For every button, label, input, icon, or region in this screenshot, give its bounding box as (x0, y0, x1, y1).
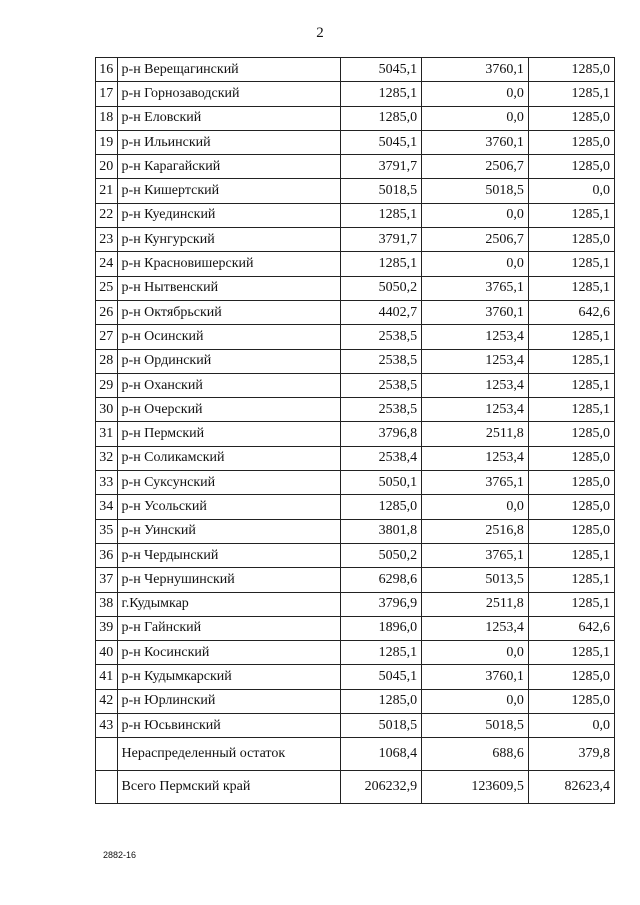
row-number: 31 (96, 422, 118, 446)
district-name: р-н Нытвенский (117, 276, 341, 300)
value-col2: 0,0 (422, 106, 529, 130)
value-col2: 0,0 (422, 495, 529, 519)
value-col3: 1285,1 (528, 373, 614, 397)
table-row (96, 203, 615, 227)
value-col2: 1253,4 (422, 616, 529, 640)
table-row (96, 276, 615, 300)
row-number: 26 (96, 300, 118, 324)
value-total: 5018,5 (341, 714, 422, 738)
value-col3: 1285,1 (528, 276, 614, 300)
value-col2: 3760,1 (422, 130, 529, 154)
row-number: 17 (96, 82, 118, 106)
value-total: 3801,8 (341, 519, 422, 543)
row-number: 18 (96, 106, 118, 130)
value-col3: 82623,4 (528, 771, 614, 804)
distribution-table (95, 57, 615, 804)
row-number: 27 (96, 325, 118, 349)
row-number: 43 (96, 714, 118, 738)
value-col2: 2506,7 (422, 155, 529, 179)
district-name: р-н Уинский (117, 519, 341, 543)
value-col2: 2511,8 (422, 592, 529, 616)
value-total: 4402,7 (341, 300, 422, 324)
table-row (96, 373, 615, 397)
value-total: 206232,9 (341, 771, 422, 804)
district-name: р-н Еловский (117, 106, 341, 130)
district-name: р-н Юсьвинский (117, 714, 341, 738)
district-name: Всего Пермский край (117, 771, 341, 804)
district-name: г.Кудымкар (117, 592, 341, 616)
district-name: р-н Косинский (117, 641, 341, 665)
value-total: 6298,6 (341, 568, 422, 592)
row-number: 30 (96, 398, 118, 422)
value-total: 5050,1 (341, 471, 422, 495)
value-col3: 1285,0 (528, 471, 614, 495)
value-total: 5018,5 (341, 179, 422, 203)
table-row (96, 592, 615, 616)
table-row (96, 665, 615, 689)
district-name: р-н Юрлинский (117, 689, 341, 713)
value-total: 1285,0 (341, 106, 422, 130)
document-code: 2882-16 (103, 850, 137, 860)
value-total: 1896,0 (341, 616, 422, 640)
value-total: 5045,1 (341, 665, 422, 689)
table-row (96, 641, 615, 665)
value-col2: 2511,8 (422, 422, 529, 446)
value-total: 1285,1 (341, 203, 422, 227)
district-name: р-н Оханский (117, 373, 341, 397)
district-name: р-н Гайнский (117, 616, 341, 640)
value-col3: 1285,1 (528, 82, 614, 106)
row-number: 42 (96, 689, 118, 713)
value-col2: 1253,4 (422, 325, 529, 349)
value-col3: 379,8 (528, 738, 614, 771)
table-row (96, 714, 615, 738)
district-name: р-н Чернушинский (117, 568, 341, 592)
table-row (96, 446, 615, 470)
row-number: 23 (96, 228, 118, 252)
value-col3: 1285,1 (528, 398, 614, 422)
district-name: р-н Верещагинский (117, 58, 341, 82)
value-col3: 642,6 (528, 300, 614, 324)
value-col2: 5018,5 (422, 179, 529, 203)
value-col3: 1285,0 (528, 519, 614, 543)
value-col3: 0,0 (528, 714, 614, 738)
table-row (96, 771, 615, 804)
value-col3: 642,6 (528, 616, 614, 640)
table-row (96, 543, 615, 567)
value-total: 2538,4 (341, 446, 422, 470)
value-col3: 1285,1 (528, 543, 614, 567)
value-total: 3791,7 (341, 155, 422, 179)
value-col3: 1285,0 (528, 665, 614, 689)
district-name: р-н Ильинский (117, 130, 341, 154)
table-row (96, 300, 615, 324)
district-name: р-н Суксунский (117, 471, 341, 495)
row-number: 32 (96, 446, 118, 470)
value-total: 1068,4 (341, 738, 422, 771)
table-row (96, 325, 615, 349)
value-col2: 3765,1 (422, 471, 529, 495)
value-col2: 3765,1 (422, 276, 529, 300)
value-col2: 3765,1 (422, 543, 529, 567)
table-row (96, 155, 615, 179)
value-col3: 1285,1 (528, 203, 614, 227)
value-col2: 0,0 (422, 689, 529, 713)
value-col3: 1285,1 (528, 325, 614, 349)
value-total: 5045,1 (341, 58, 422, 82)
value-col2: 1253,4 (422, 349, 529, 373)
value-total: 3796,8 (341, 422, 422, 446)
district-name: р-н Соликамский (117, 446, 341, 470)
value-col3: 1285,1 (528, 641, 614, 665)
value-col2: 3760,1 (422, 58, 529, 82)
value-col2: 1253,4 (422, 446, 529, 470)
value-total: 3791,7 (341, 228, 422, 252)
row-number: 38 (96, 592, 118, 616)
table-row (96, 252, 615, 276)
table-row (96, 738, 615, 771)
value-total: 5050,2 (341, 543, 422, 567)
district-name: р-н Пермский (117, 422, 341, 446)
value-total: 1285,1 (341, 252, 422, 276)
row-number: 24 (96, 252, 118, 276)
table-row (96, 398, 615, 422)
value-col3: 1285,0 (528, 106, 614, 130)
value-total: 5045,1 (341, 130, 422, 154)
value-col3: 1285,0 (528, 155, 614, 179)
value-col3: 1285,1 (528, 568, 614, 592)
table-row (96, 82, 615, 106)
table-row (96, 349, 615, 373)
district-name: р-н Карагайский (117, 155, 341, 179)
row-number: 21 (96, 179, 118, 203)
district-name: р-н Усольский (117, 495, 341, 519)
district-name: р-н Очерский (117, 398, 341, 422)
value-total: 1285,0 (341, 689, 422, 713)
district-name: р-н Кишертский (117, 179, 341, 203)
value-col2: 123609,5 (422, 771, 529, 804)
table-row (96, 130, 615, 154)
row-number: 41 (96, 665, 118, 689)
district-name: р-н Кунгурский (117, 228, 341, 252)
table-row (96, 106, 615, 130)
table-row (96, 495, 615, 519)
district-name: р-н Чердынский (117, 543, 341, 567)
table-row (96, 422, 615, 446)
table-row (96, 179, 615, 203)
value-col2: 1253,4 (422, 373, 529, 397)
row-number: 29 (96, 373, 118, 397)
row-number: 37 (96, 568, 118, 592)
value-col2: 3760,1 (422, 665, 529, 689)
table-body (96, 58, 615, 804)
row-number: 40 (96, 641, 118, 665)
row-number: 36 (96, 543, 118, 567)
row-number: 22 (96, 203, 118, 227)
value-total: 2538,5 (341, 398, 422, 422)
district-name: р-н Горнозаводский (117, 82, 341, 106)
row-number: 39 (96, 616, 118, 640)
table-row (96, 58, 615, 82)
value-col3: 1285,0 (528, 228, 614, 252)
table-row (96, 689, 615, 713)
district-name: р-н Октябрьский (117, 300, 341, 324)
value-col3: 1285,0 (528, 130, 614, 154)
value-total: 2538,5 (341, 325, 422, 349)
value-col2: 1253,4 (422, 398, 529, 422)
row-number: 33 (96, 471, 118, 495)
value-col2: 2506,7 (422, 228, 529, 252)
value-col2: 5018,5 (422, 714, 529, 738)
value-col3: 1285,1 (528, 349, 614, 373)
value-col2: 0,0 (422, 641, 529, 665)
value-total: 3796,9 (341, 592, 422, 616)
value-col2: 0,0 (422, 203, 529, 227)
district-name: р-н Ординский (117, 349, 341, 373)
row-number: 34 (96, 495, 118, 519)
row-number: 35 (96, 519, 118, 543)
table-row (96, 519, 615, 543)
row-number (96, 738, 118, 771)
value-total: 5050,2 (341, 276, 422, 300)
table-row (96, 228, 615, 252)
value-col2: 0,0 (422, 252, 529, 276)
value-col3: 1285,0 (528, 58, 614, 82)
value-col3: 1285,0 (528, 495, 614, 519)
page-number: 2 (316, 25, 324, 41)
value-col2: 2516,8 (422, 519, 529, 543)
value-total: 1285,0 (341, 495, 422, 519)
row-number: 25 (96, 276, 118, 300)
district-name: р-н Осинский (117, 325, 341, 349)
row-number (96, 771, 118, 804)
value-total: 1285,1 (341, 641, 422, 665)
value-col3: 1285,0 (528, 446, 614, 470)
value-col2: 3760,1 (422, 300, 529, 324)
table-row (96, 568, 615, 592)
district-name: Нераспределенный остаток (117, 738, 341, 771)
value-col2: 5013,5 (422, 568, 529, 592)
row-number: 16 (96, 58, 118, 82)
table-row (96, 616, 615, 640)
value-total: 2538,5 (341, 373, 422, 397)
row-number: 28 (96, 349, 118, 373)
value-total: 2538,5 (341, 349, 422, 373)
value-col3: 1285,1 (528, 592, 614, 616)
district-name: р-н Кудымкарский (117, 665, 341, 689)
row-number: 19 (96, 130, 118, 154)
value-col3: 1285,0 (528, 422, 614, 446)
value-col3: 1285,0 (528, 689, 614, 713)
value-col2: 688,6 (422, 738, 529, 771)
district-name: р-н Красновишерский (117, 252, 341, 276)
value-col3: 1285,1 (528, 252, 614, 276)
value-total: 1285,1 (341, 82, 422, 106)
value-col3: 0,0 (528, 179, 614, 203)
row-number: 20 (96, 155, 118, 179)
value-col2: 0,0 (422, 82, 529, 106)
table-row (96, 471, 615, 495)
district-name: р-н Куединский (117, 203, 341, 227)
